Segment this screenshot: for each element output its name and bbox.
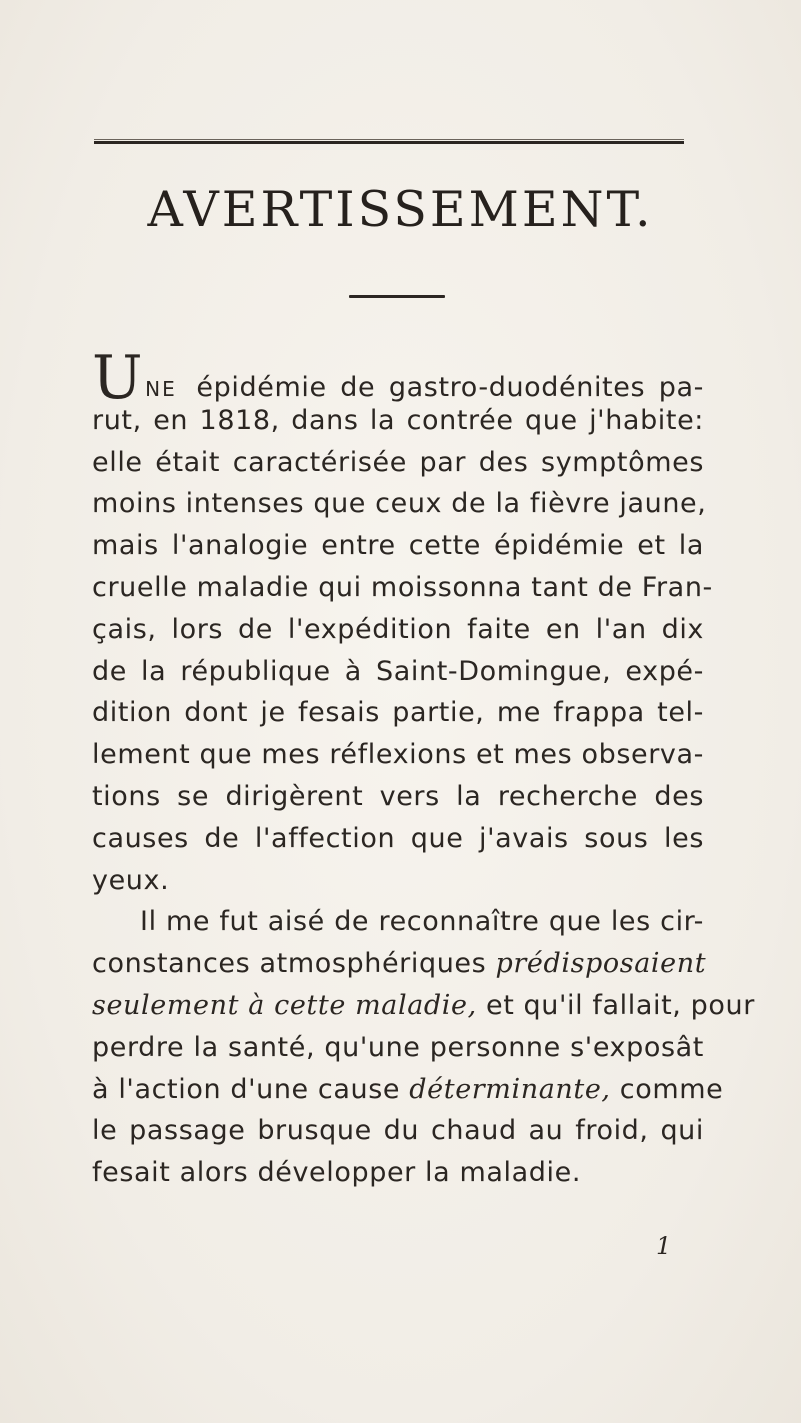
text-line: lement que mes réflexions et mes observa- bbox=[92, 739, 704, 771]
top-rule bbox=[94, 141, 684, 144]
page-title: AVERTISSEMENT. bbox=[147, 181, 654, 238]
text-line: de la république à Saint-Domingue, expé- bbox=[92, 655, 704, 687]
text-fragment: à l'action d'une cause bbox=[92, 1073, 401, 1105]
body-text bbox=[92, 343, 755, 1194]
text-line: dition dont je fesais partie, me frappa tel- bbox=[92, 697, 704, 729]
text-line: moins intenses que ceux de la fièvre jaune, bbox=[92, 488, 707, 520]
text-line: elle était caractérisée par des symptômes bbox=[92, 446, 704, 478]
text-line: mais l'analogie entre cette épidémie et la bbox=[92, 530, 704, 562]
text-line: tions se dirigèrent vers la recherche des bbox=[92, 780, 704, 812]
page-number: 1 bbox=[656, 1232, 672, 1260]
italic-text: déterminante, bbox=[409, 1073, 611, 1105]
text-fragment: et qu'il fallait, pour bbox=[476, 989, 755, 1021]
text-line: perdre la santé, qu'une personne s'exposât bbox=[92, 1031, 704, 1063]
text-line: causes de l'affection que j'avais sous les bbox=[92, 822, 704, 854]
text-line: çais, lors de l'expédition faite en l'an dix bbox=[92, 613, 704, 645]
text-line: Il me fut aisé de reconnaître que les cir- bbox=[140, 906, 704, 938]
text-line: yeux. bbox=[92, 864, 170, 896]
text-line bbox=[92, 943, 707, 985]
drop-cap: U bbox=[92, 343, 144, 413]
text-line: le passage brusque du chaud au froid, qui bbox=[92, 1115, 704, 1147]
text-line: cruelle maladie qui moissonna tant de Fran- bbox=[92, 571, 713, 603]
italic-text: seulement à cette maladie, bbox=[92, 989, 477, 1021]
text-fragment: épidémie de gastro-duodénites pa- bbox=[182, 372, 704, 403]
text-line bbox=[92, 343, 704, 413]
title-underline bbox=[349, 295, 445, 298]
text-fragment: constances atmosphériques bbox=[92, 948, 487, 980]
text-line bbox=[92, 985, 755, 1027]
text-line bbox=[92, 1069, 724, 1111]
italic-text: prédisposaient bbox=[495, 948, 707, 980]
text-fragment: comme bbox=[610, 1073, 724, 1105]
text-line: fesait alors développer la maladie. bbox=[92, 1157, 582, 1189]
small-caps-word: NE bbox=[145, 377, 177, 401]
text-line: rut, en 1818, dans la contrée que j'habite: bbox=[92, 404, 704, 436]
